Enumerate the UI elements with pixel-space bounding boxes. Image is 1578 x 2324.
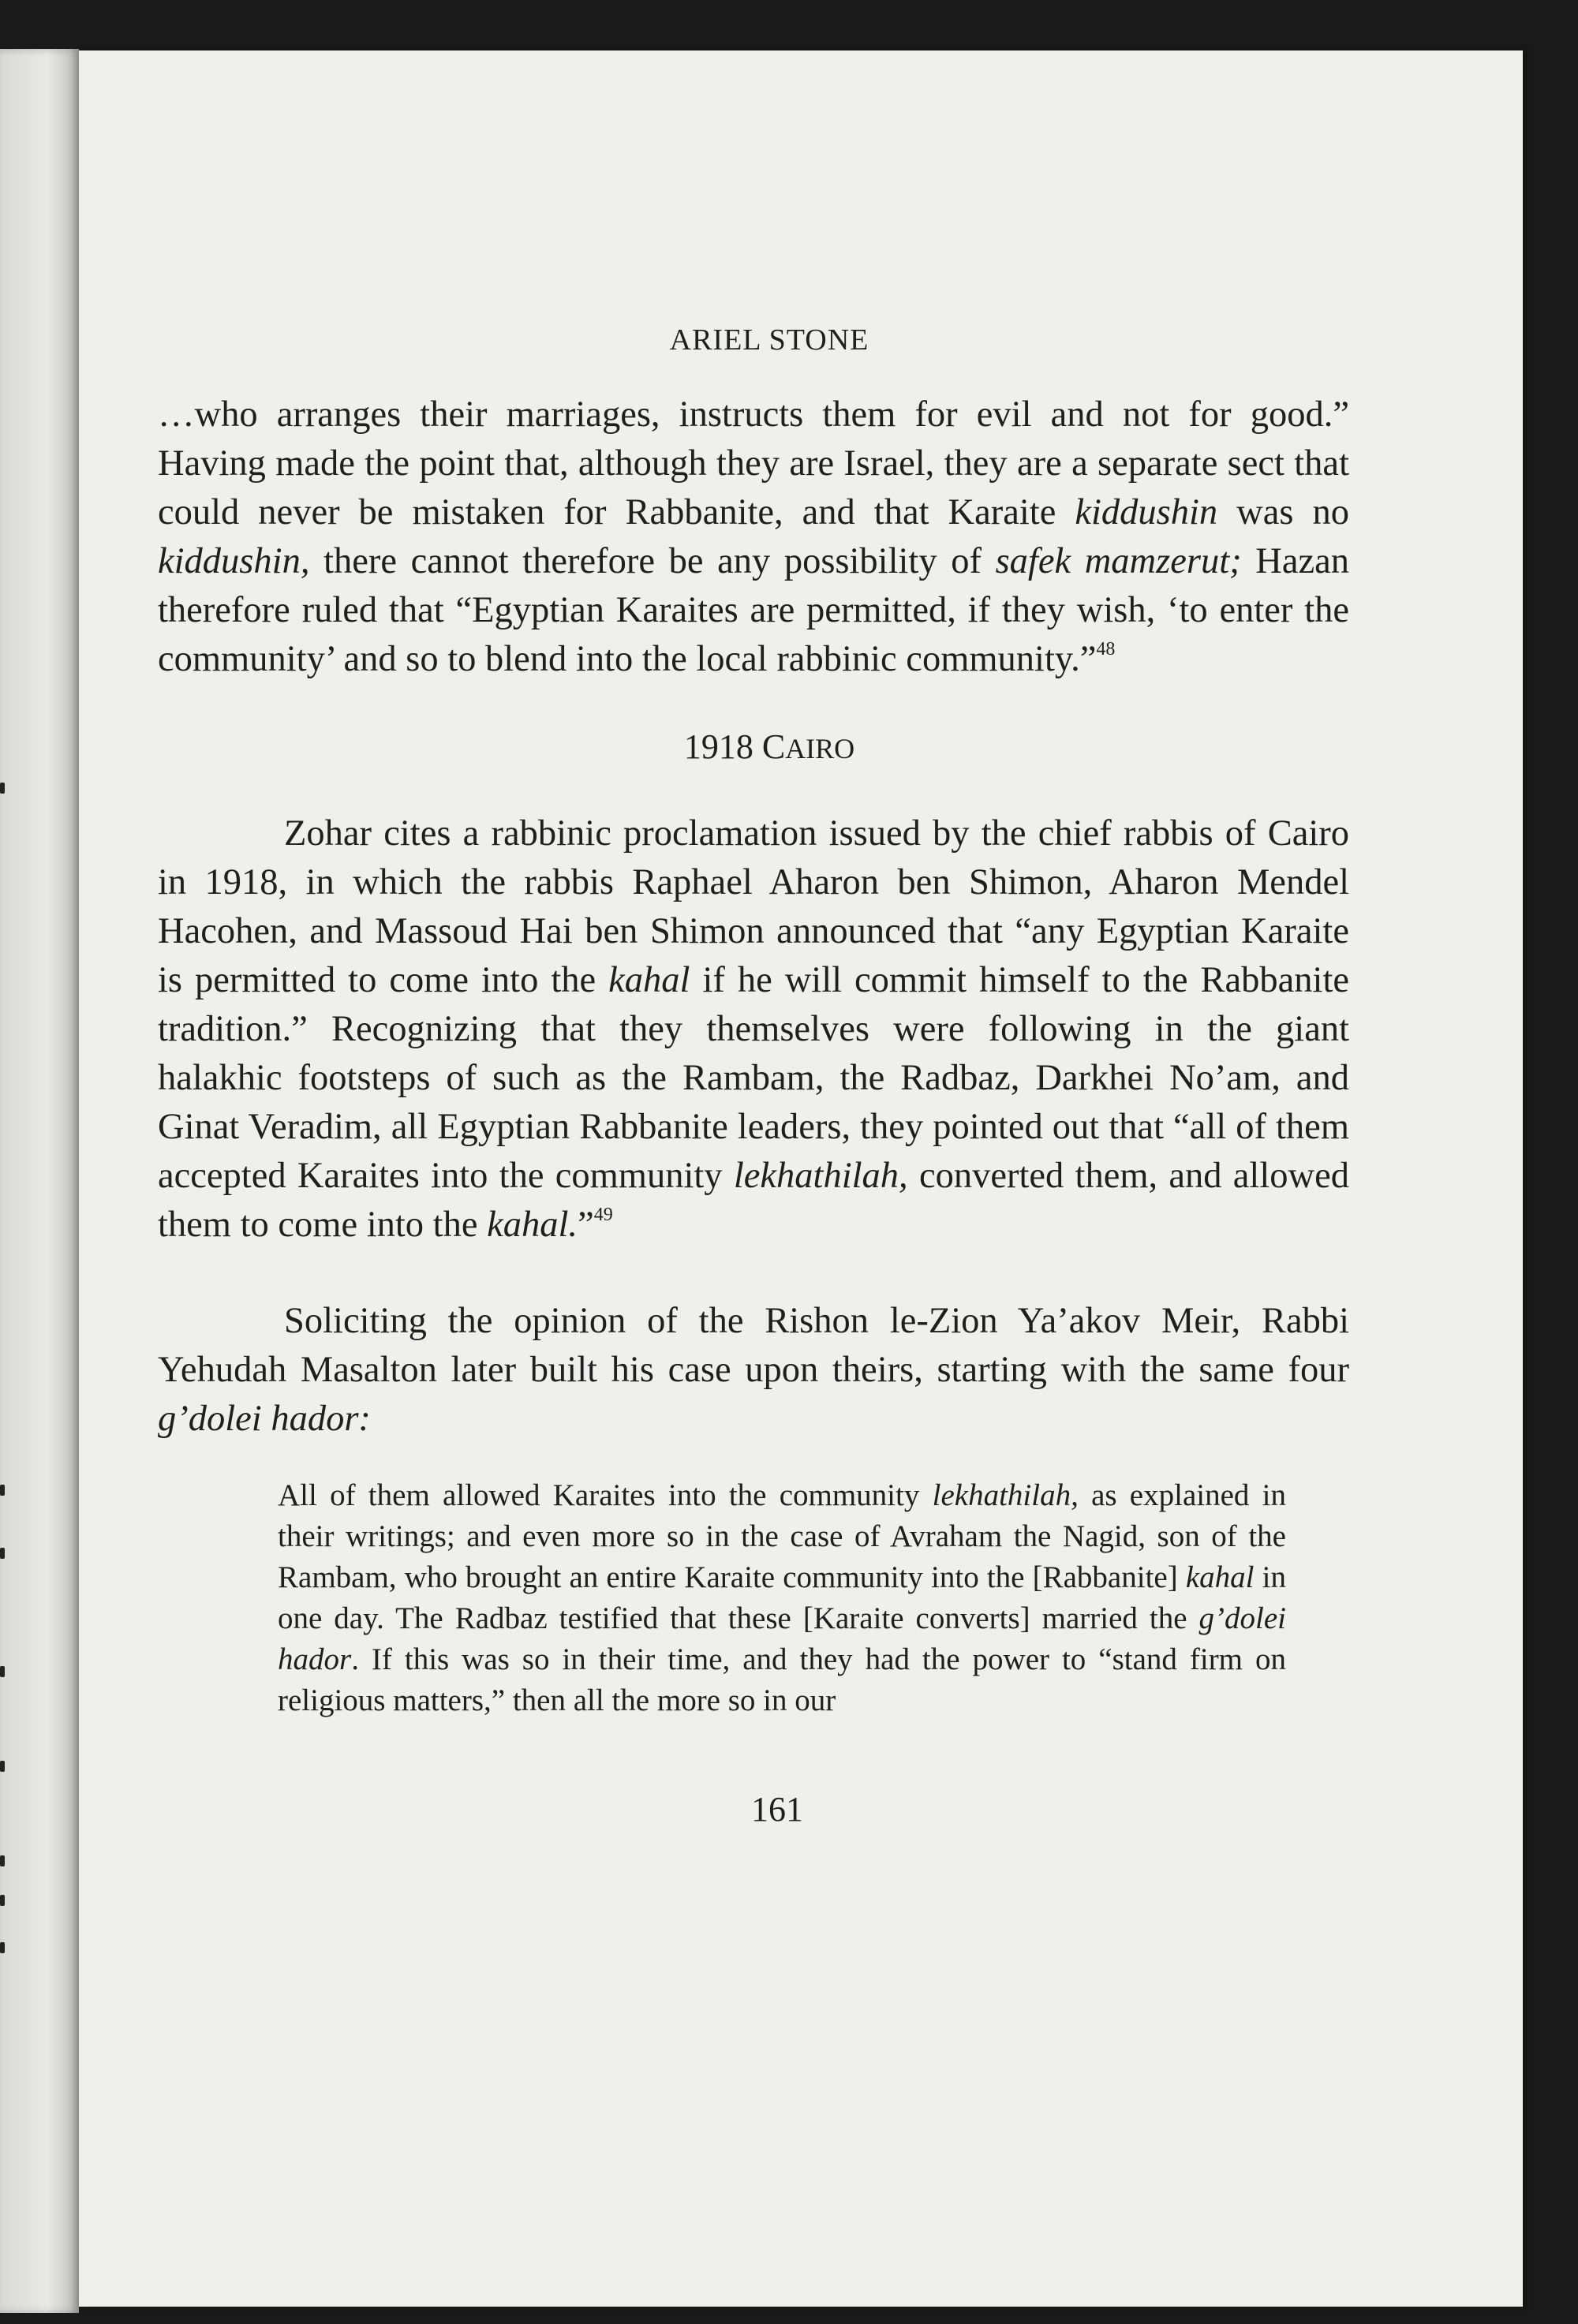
text-run: All of them allowed Karaites into the community <box>278 1478 933 1512</box>
italic-term: lekhathilah, <box>932 1478 1079 1512</box>
facing-page-mark <box>0 1895 5 1906</box>
text-run: was no <box>1217 492 1349 532</box>
section-heading-rest: AIRO <box>785 733 855 764</box>
running-head: ARIEL STONE <box>669 323 869 357</box>
book-page <box>79 50 1523 2307</box>
facing-page-mark <box>0 1855 5 1866</box>
facing-page-mark <box>0 783 5 794</box>
block-quote-text <box>278 1475 1286 1721</box>
section-heading-number: 1918 <box>683 727 753 766</box>
italic-term: safek mamzerut; <box>995 541 1242 581</box>
facing-page-mark <box>0 1761 5 1772</box>
facing-page-mark <box>0 1548 5 1559</box>
text-run: as explained in their writings; and even more so in the case of Avraham the Nagid, son of the Rambam, who brought an entire Karaite community into the [Rabbanite] <box>278 1478 1286 1594</box>
paragraph-1 <box>158 390 1349 684</box>
text-run: Soliciting the opinion of the Rishon le-Zion Ya’akov Meir, Rabbi Yehudah Masalton later built his case upon theirs, starting with the same four <box>158 1301 1349 1390</box>
facing-page-edge <box>0 49 79 2313</box>
paragraph-2 <box>158 809 1349 1250</box>
text-run: there cannot therefore be any possibility of <box>309 541 996 581</box>
block-quote <box>278 1475 1286 1721</box>
italic-term: kahal <box>608 960 690 1000</box>
italic-term: kiddushin, <box>158 541 310 581</box>
paragraph-gap <box>158 1250 1349 1297</box>
footnote-ref: 49 <box>593 1205 613 1225</box>
text-run: ” <box>578 1205 594 1245</box>
text-run: Hazan therefore ruled that “Egyptian Karaites are permitted, if they wish, ‘to enter the community’ and so to blend into the local rabbinic community.” <box>158 541 1349 679</box>
text-run: in one day. The Radbaz testified that these [Karaite converts] married the <box>278 1560 1286 1635</box>
italic-term: lekhathilah, <box>733 1156 908 1196</box>
text-run: . If this was so in their time, and they had the power to “stand firm on religious matters,” then all the more so in our <box>278 1642 1286 1717</box>
text-run: Zohar cites a rabbinic proclamation issued by the chief rabbis of Cairo in 1918, in which the rabbis Raphael Aharon ben Shimon, Aharon Mendel Hacohen, and Massoud Hai ben Shimon announced that “any Egyptian Karaite is permitted to come into the <box>158 813 1349 1000</box>
footnote-ref: 48 <box>1096 639 1116 659</box>
text-run: if he will commit himself to the Rabbanite tradition.” Recognizing that they themselves were following in the giant halakhic footsteps of such as the Rambam, the Radbaz, Darkhei No’am, and Ginat Veradim, all Egyptian Rabbanite leaders, they pointed out that “all of them accepted Karaites into the community <box>158 960 1350 1196</box>
text-run: …who arranges their marriages, instructs them for evil and not for good.” Having made the point that, although they are Israel, they are a separate sect that could never be mistaken for Rabbanite, and that Karaite <box>158 394 1349 532</box>
italic-term: kahal. <box>487 1205 578 1245</box>
italic-term: g’dolei hador: <box>158 1399 371 1439</box>
paragraph-3 <box>158 1297 1349 1444</box>
italic-term: kiddushin <box>1075 492 1218 532</box>
text-run: converted them, and allowed them to come into the <box>158 1156 1349 1245</box>
italic-term: kahal <box>1185 1560 1255 1594</box>
page-content <box>158 323 1349 1829</box>
page-number: 161 <box>751 1790 803 1829</box>
facing-page-mark <box>0 1942 5 1953</box>
section-heading-initial: C <box>761 727 786 766</box>
italic-term: g’dolei hador <box>278 1601 1286 1676</box>
facing-page-mark <box>0 1666 5 1677</box>
facing-page-mark <box>0 1485 5 1496</box>
section-heading <box>158 727 1349 767</box>
